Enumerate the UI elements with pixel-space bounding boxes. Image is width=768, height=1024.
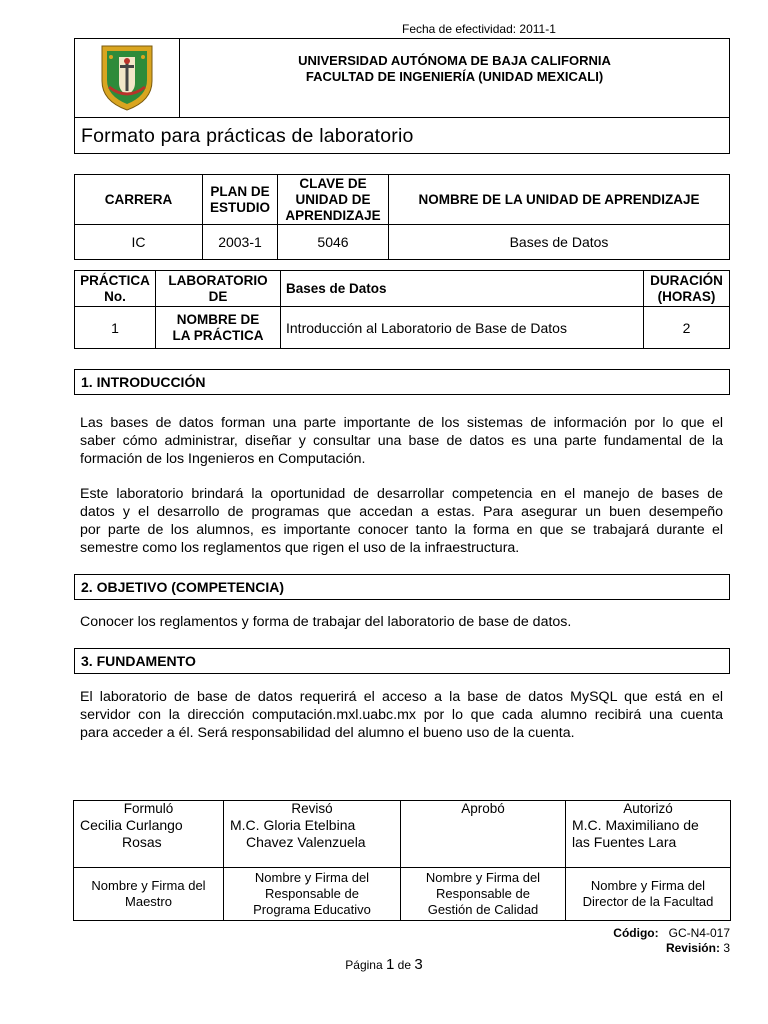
practice-name-label: NOMBRE DE LA PRÁCTICA bbox=[172, 311, 264, 343]
person-name-line: M.C. Gloria Etelbina bbox=[230, 817, 356, 833]
caption-line: Gestión de Calidad bbox=[427, 902, 539, 917]
caption-line: Maestro bbox=[125, 894, 172, 909]
code-value: GC-N4-017 bbox=[668, 926, 730, 940]
practice-name-header bbox=[156, 307, 281, 349]
signature-table bbox=[73, 800, 731, 921]
person-name-line: M.C. Maximiliano de bbox=[572, 817, 699, 833]
university-name: UNIVERSIDAD AUTÓNOMA DE BAJA CALIFORNIA bbox=[298, 53, 611, 68]
role-label: Autorizó bbox=[623, 801, 673, 816]
text-line: semestre como los reglamentos que rigen el uso de la infraestructura. bbox=[80, 540, 520, 556]
practice-table bbox=[74, 270, 730, 349]
page-prefix: Página bbox=[345, 958, 383, 972]
objective-text bbox=[80, 613, 723, 631]
signature-cell-reviso bbox=[224, 801, 401, 868]
lab-value: Bases de Datos bbox=[281, 271, 644, 307]
intro-paragraph-1 bbox=[80, 414, 723, 468]
person-name-line: Chavez Valenzuela bbox=[246, 834, 366, 850]
caption-line: Programa Educativo bbox=[253, 902, 371, 917]
caption-line: Nombre y Firma del bbox=[91, 878, 206, 893]
caption-line: Nombre y Firma del bbox=[254, 870, 370, 885]
plan-value: 2003-1 bbox=[203, 225, 278, 260]
text-line: servidor con la dirección computación.mxl.uabc.mx por lo que cada alumno recibirá una cuenta bbox=[80, 707, 723, 723]
signature-caption-teacher bbox=[74, 868, 224, 921]
caption-line: Director de la Facultad bbox=[582, 894, 714, 909]
effective-date: Fecha de efectividad: 2011-1 bbox=[402, 22, 556, 36]
text-line: Conocer los reglamentos y forma de trabajar del laboratorio de base de datos. bbox=[80, 614, 572, 630]
duration-value: 2 bbox=[644, 307, 730, 349]
key-header bbox=[278, 175, 389, 225]
plan-header-label: PLAN DE ESTUDIO bbox=[209, 183, 270, 215]
lab-header-label: LABORATORIO DE bbox=[168, 272, 268, 304]
key-header-label: CLAVE DE UNIDAD DE APRENDIZAJE bbox=[285, 175, 381, 223]
faculty-name: FACULTAD DE INGENIERÍA (UNIDAD MEXICALI) bbox=[305, 69, 604, 84]
page-current: 1 bbox=[385, 956, 395, 973]
person-name-line: Rosas bbox=[122, 834, 162, 850]
signature-cell-formulo bbox=[74, 801, 224, 868]
person-name-line: las Fuentes Lara bbox=[572, 834, 677, 850]
caption-line: Responsable de bbox=[436, 886, 530, 901]
text-line: por parte de los alumnos, es importante conocer tanto la forma en que se trabajará durante el bbox=[80, 522, 723, 538]
form-title: Formato para prácticas de laboratorio bbox=[81, 125, 414, 147]
plan-header bbox=[203, 175, 278, 225]
revision-label: Revisión: bbox=[665, 941, 720, 955]
text-line: formación de los Ingenieros en Computación. bbox=[80, 451, 366, 467]
duration-header-label: DURACIÓN (HORAS) bbox=[650, 272, 723, 304]
duration-header bbox=[644, 271, 730, 307]
role-label: Aprobó bbox=[461, 801, 505, 816]
career-value: IC bbox=[75, 225, 203, 260]
code-label: Código: bbox=[613, 926, 659, 940]
logo-cell bbox=[75, 39, 180, 117]
text-line: para acceder a él. Será responsabilidad del alumno el bueno uso de la cuenta. bbox=[80, 725, 575, 741]
document-codes bbox=[613, 926, 730, 956]
person-name-line: Cecilia Curlango bbox=[80, 817, 183, 833]
revision-value: 3 bbox=[723, 941, 730, 955]
course-name-value: Bases de Datos bbox=[389, 225, 730, 260]
practice-number-header bbox=[75, 271, 156, 307]
signature-cell-aprobo bbox=[401, 801, 566, 868]
career-header: CARRERA bbox=[75, 175, 203, 225]
course-name-header: NOMBRE DE LA UNIDAD DE APRENDIZAJE bbox=[389, 175, 730, 225]
caption-line: Nombre y Firma del bbox=[425, 870, 541, 885]
foundation-section-title: 3. FUNDAMENTO bbox=[74, 648, 730, 674]
objective-section-title: 2. OBJETIVO (COMPETENCIA) bbox=[74, 574, 730, 600]
course-table bbox=[74, 174, 730, 260]
caption-line: Responsable de bbox=[265, 886, 359, 901]
signature-caption-director bbox=[566, 868, 731, 921]
document-header bbox=[74, 38, 730, 154]
lab-header bbox=[156, 271, 281, 307]
page-total: 3 bbox=[414, 956, 423, 973]
page-of: de bbox=[397, 958, 412, 972]
text-line: El laboratorio de base de datos requerirá el acceso a la base de datos MySQL que está en el bbox=[80, 689, 723, 705]
text-line: Este laboratorio brindará la oportunidad de desarrollar competencia en el manejo de bases de bbox=[80, 486, 723, 502]
foundation-paragraph bbox=[80, 688, 723, 742]
page-number bbox=[0, 956, 768, 973]
header-divider bbox=[75, 117, 729, 118]
text-line: Las bases de datos forman una parte importante de los sistemas de información por lo que el bbox=[80, 415, 723, 431]
intro-paragraph-2 bbox=[80, 485, 723, 557]
practice-number-label: PRÁCTICA No. bbox=[80, 272, 150, 304]
signature-caption-program bbox=[224, 868, 401, 921]
signature-caption-quality bbox=[401, 868, 566, 921]
role-label: Revisó bbox=[291, 801, 333, 816]
practice-number-value: 1 bbox=[75, 307, 156, 349]
text-line: datos y el desarrollo de programas que accedan a estas. Para asegurar un buen desempeño bbox=[80, 504, 723, 520]
university-shield-icon bbox=[97, 43, 157, 113]
university-title bbox=[180, 53, 729, 85]
intro-section-title: 1. INTRODUCCIÓN bbox=[74, 369, 730, 395]
signature-cell-autorizo bbox=[566, 801, 731, 868]
role-label: Formuló bbox=[123, 801, 174, 816]
practice-name-value: Introducción al Laboratorio de Base de Datos bbox=[281, 307, 644, 349]
text-line: saber cómo administrar, diseñar y consultar una base de datos es una parte fundamental de la bbox=[80, 433, 723, 449]
caption-line: Nombre y Firma del bbox=[590, 878, 706, 893]
key-value: 5046 bbox=[278, 225, 389, 260]
